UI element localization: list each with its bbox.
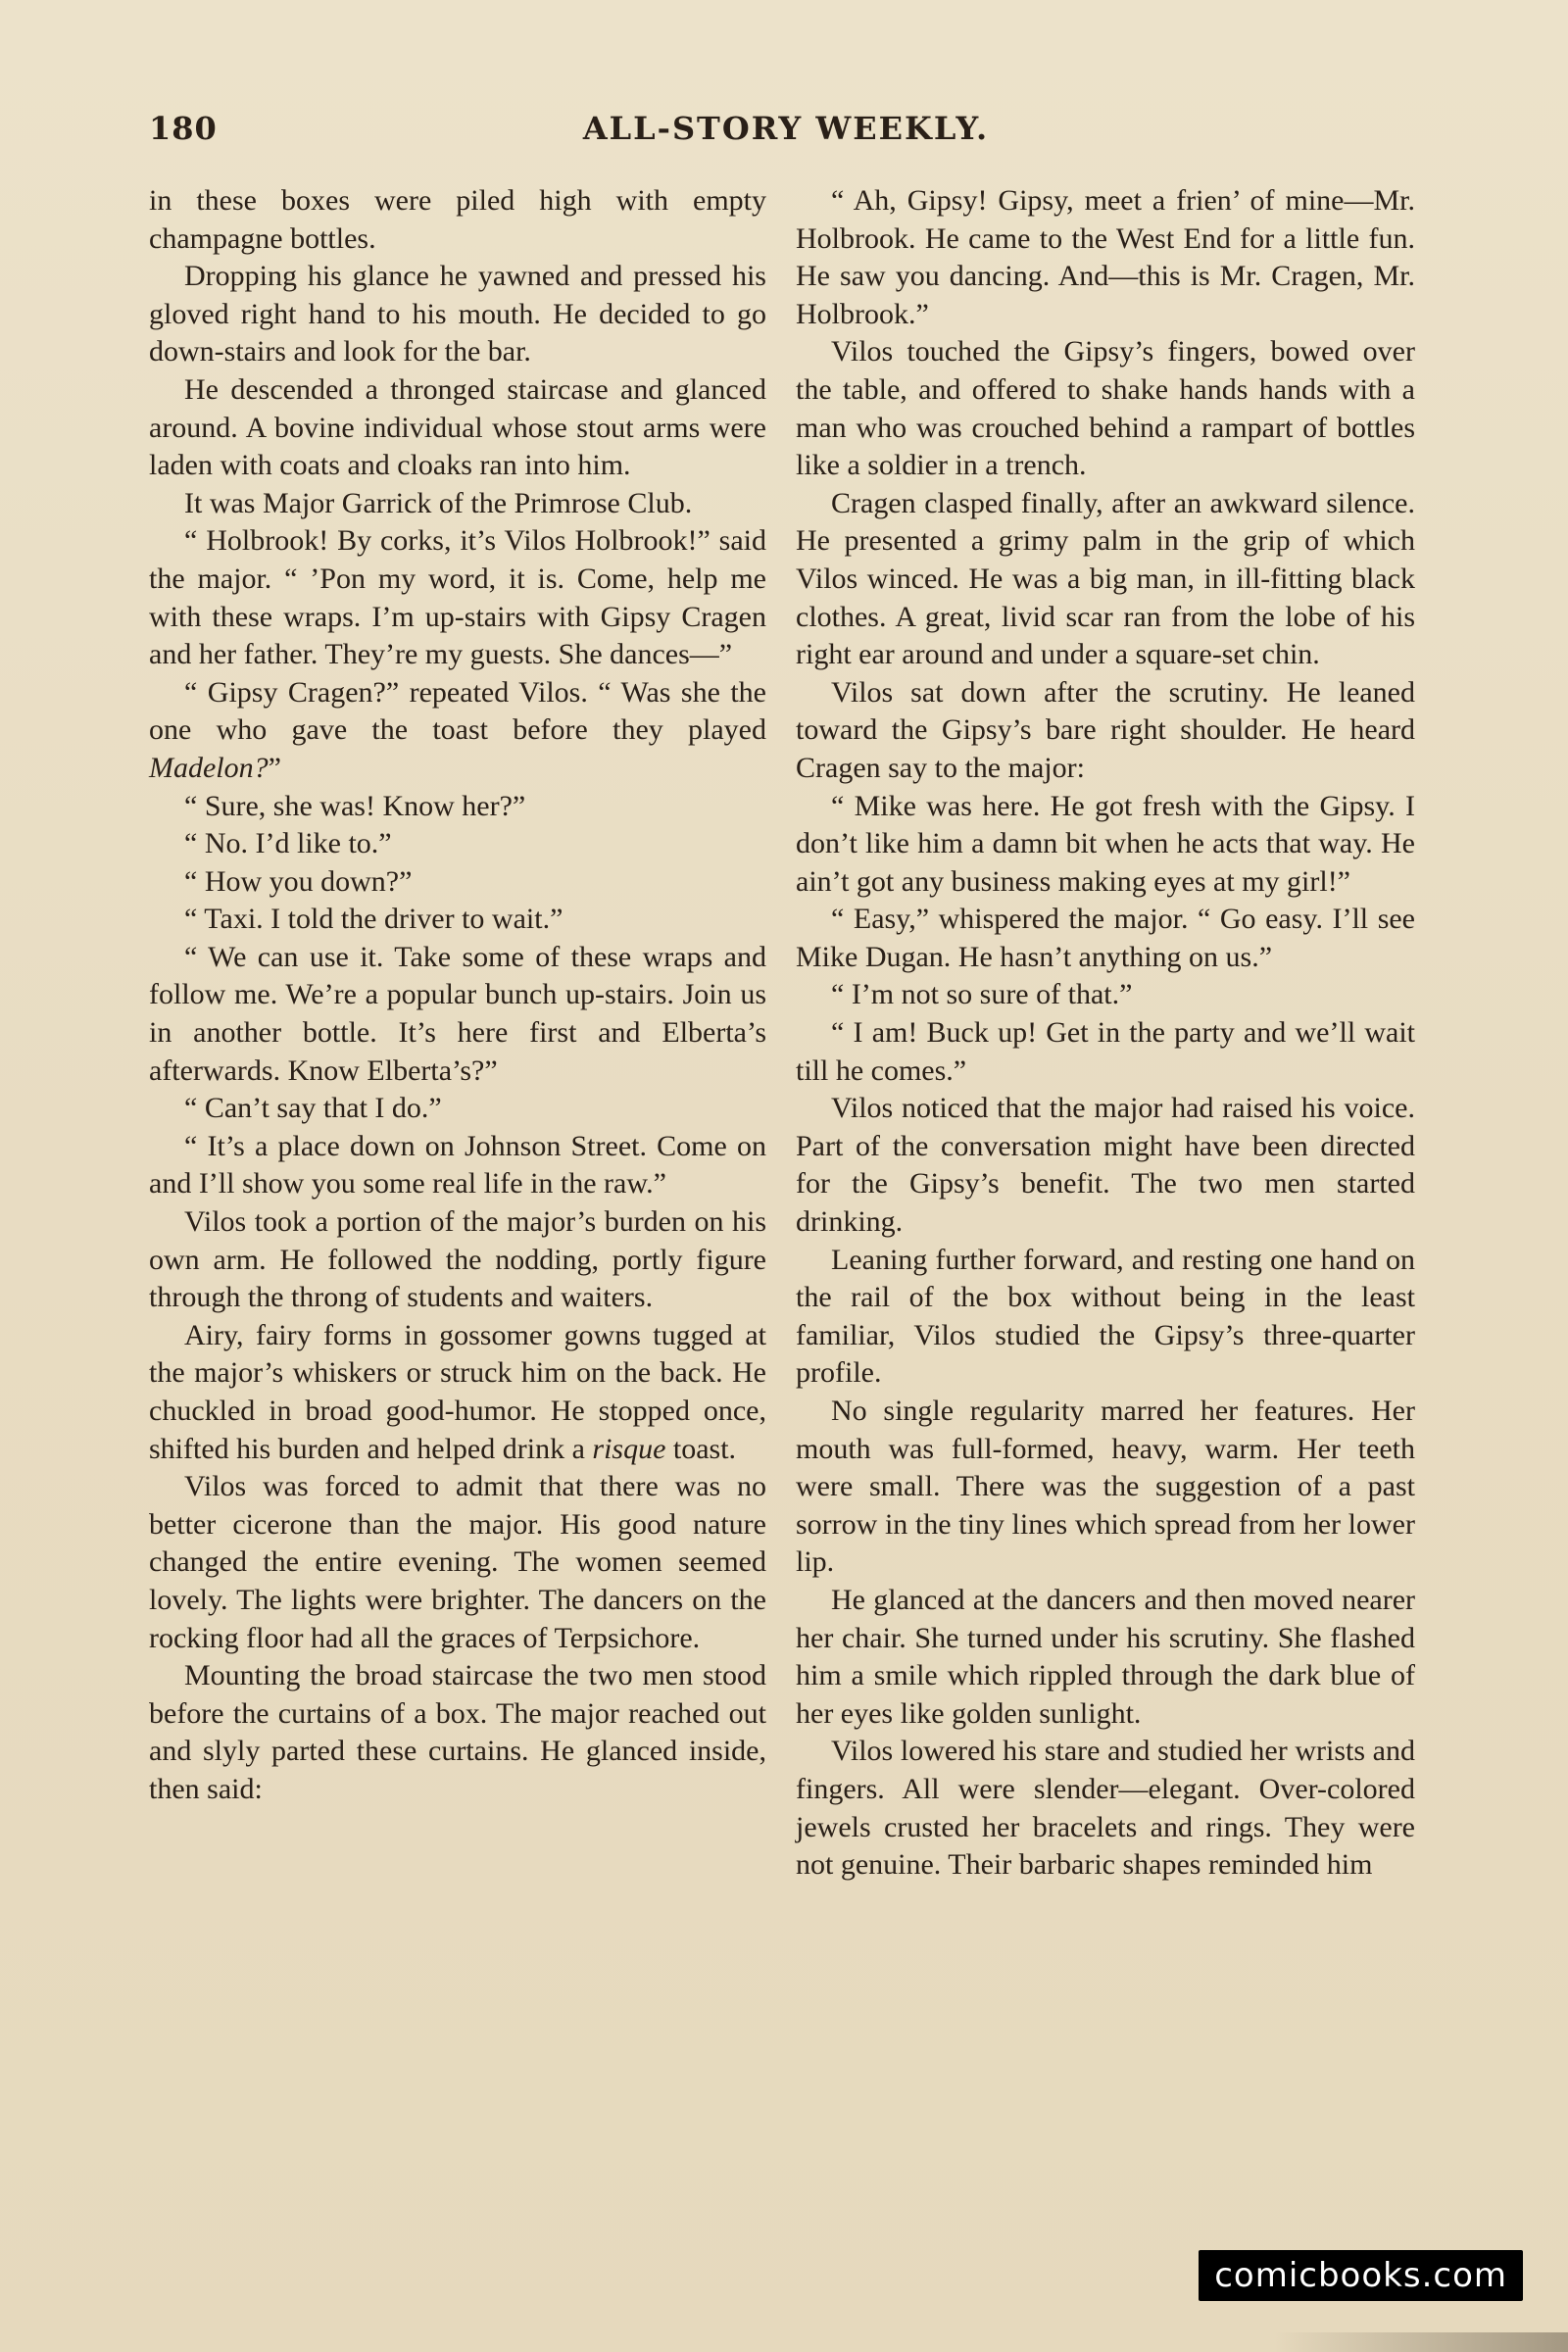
text-run: “ Ah, Gipsy! Gipsy, meet a frien’ of mine—Mr. Holbrook. He came to the West End for a little fun. He saw you dancing. And—this is Mr. Cragen, Mr. Holbrook.”: [796, 184, 1415, 330]
paragraph: [796, 788, 1415, 902]
text-run: “ Holbrook! By corks, it’s Vilos Holbrook!” said the major. “ ’Pon my word, it is. Come, help me with these wraps. I’m up-stairs with Gipsy Cragen and her father. They’re my guests. She dances—”: [149, 524, 766, 671]
text-run: “ I am! Buck up! Get in the party and we’ll wait till he comes.”: [796, 1016, 1415, 1087]
paragraph: [149, 258, 766, 371]
paragraph: [796, 1090, 1415, 1241]
text-run: toast.: [665, 1432, 737, 1465]
paragraph: [149, 1090, 766, 1128]
text-run: Dropping his glance he yawned and pressed his gloved right hand to his mouth. He decided to go down-stairs and look for the bar.: [149, 260, 766, 368]
text-run: “ Easy,” whispered the major. “ Go easy. I’ll see Mike Dugan. He hasn’t anything on us.”: [796, 903, 1415, 973]
text-run: “ No. I’d like to.”: [184, 827, 392, 860]
paragraph: [796, 901, 1415, 976]
italic-text: risque: [592, 1432, 666, 1465]
text-run: ”: [268, 751, 281, 784]
paragraph: [149, 788, 766, 826]
paragraph: [796, 1242, 1415, 1393]
text-run: Cragen clasped finally, after an awkward silence. He presented a grimy palm in the grip of which Vilos winced. He was a big man, in ill-fitting black clothes. A great, livid scar ran from the lobe of his right ear around and under a square-set chin.: [796, 486, 1415, 671]
paragraph: [149, 522, 766, 673]
left-column: [149, 182, 766, 1809]
text-run: “ Mike was here. He got fresh with the Gipsy. I don’t like him a damn bit when he acts that way. He ain’t got any business making eyes at my girl!”: [796, 789, 1415, 898]
paragraph: [149, 182, 766, 258]
text-run: Vilos took a portion of the major’s burden on his own arm. He followed the nodding, portly figure through the throng of students and waiters.: [149, 1205, 766, 1314]
site-watermark: comicbooks.com: [1199, 2250, 1523, 2301]
page-edge-shadow: [1274, 2332, 1568, 2352]
page-header: [149, 110, 1423, 159]
text-run: “ How you down?”: [184, 864, 413, 898]
page-number: 180: [149, 110, 218, 147]
right-column: [796, 182, 1415, 1885]
paragraph: [149, 485, 766, 523]
text-run: “ Can’t say that I do.”: [184, 1092, 442, 1125]
paragraph: [149, 863, 766, 902]
paragraph: [149, 1468, 766, 1657]
text-run: Leaning further forward, and resting one hand on the rail of the box without being in the least familiar, Vilos studied the Gipsy’s three-quarter profile.: [796, 1243, 1415, 1390]
text-run: Vilos was forced to admit that there was no better cicerone than the major. His good nature changed the entire evening. The women seemed lovely. The lights were brighter. The dancers on the rocking floor had all the graces of Terpsichore.: [149, 1470, 766, 1654]
paragraph: [796, 1582, 1415, 1733]
text-run: “ It’s a place down on Johnson Street. Come on and I’ll show you some real life in the raw.”: [149, 1129, 766, 1200]
text-run: Airy, fairy forms in gossomer gowns tugged at the major’s whiskers or struck him on the back. He chuckled in broad good-humor. He stopped once, shifted his burden and helped drink a: [149, 1318, 766, 1465]
text-run: “ I’m not so sure of that.”: [831, 978, 1133, 1011]
text-run: Vilos noticed that the major had raised his voice. Part of the conversation might have been directed for the Gipsy’s benefit. The two men started drinking.: [796, 1092, 1415, 1239]
text-run: “ Gipsy Cragen?” repeated Vilos. “ Was she the one who gave the toast before they played: [149, 675, 766, 747]
paragraph: [149, 1657, 766, 1808]
italic-text: Madelon?: [149, 751, 269, 784]
text-run: He glanced at the dancers and then moved nearer her chair. She turned under his scrutiny. She flashed him a smile which rippled through the dark blue of her eyes like golden sunlight.: [796, 1583, 1415, 1730]
paragraph: [796, 674, 1415, 788]
text-run: Vilos touched the Gipsy’s fingers, bowed over the table, and offered to shake hands hands with a man who was crouched behind a rampart of bottles like a soldier in a trench.: [796, 335, 1415, 482]
paragraph: [796, 182, 1415, 333]
text-run: He descended a thronged staircase and glanced around. A bovine individual whose stout arms were laden with coats and cloaks ran into him.: [149, 372, 766, 482]
paragraph: [796, 976, 1415, 1014]
running-title: ALL-STORY WEEKLY.: [582, 110, 990, 147]
text-run: Mounting the broad staircase the two men stood before the curtains of a box. The major reached out and slyly parted these curtains. He glanced inside, then said:: [149, 1659, 766, 1805]
paragraph: [149, 1203, 766, 1317]
paragraph: [796, 485, 1415, 674]
text-run: Vilos sat down after the scrutiny. He leaned toward the Gipsy’s bare right shoulder. He heard Cragen say to the major:: [796, 675, 1415, 784]
paragraph: [149, 825, 766, 863]
paragraph: [796, 1014, 1415, 1090]
paragraph: [796, 1393, 1415, 1582]
paragraph: [796, 1733, 1415, 1884]
text-run: “ We can use it. Take some of these wraps and follow me. We’re a popular bunch up-stairs. Join us in another bottle. It’s here first and Elberta’s afterwards. Know Elberta’s?”: [149, 940, 766, 1087]
text-run: “ Taxi. I told the driver to wait.”: [184, 903, 564, 936]
paragraph: [149, 371, 766, 485]
text-run: in these boxes were piled high with empty champagne bottles.: [149, 184, 766, 255]
text-run: It was Major Garrick of the Primrose Club.: [184, 486, 693, 519]
text-run: “ Sure, she was! Know her?”: [184, 789, 526, 822]
paragraph: [149, 674, 766, 788]
text-run: No single regularity marred her features. Her mouth was full-formed, heavy, warm. Her teeth were small. There was the suggestion of a past sorrow in the tiny lines which spread from her lower lip.: [796, 1395, 1415, 1579]
paragraph: [149, 901, 766, 939]
text-run: Vilos lowered his stare and studied her wrists and fingers. All were slender—elegant. Over-colored jewels crusted her bracelets and rings. They were not genuine. Their barbaric shapes reminded him: [796, 1735, 1415, 1882]
paragraph: [149, 939, 766, 1090]
paragraph: [149, 1128, 766, 1203]
paragraph: [149, 1317, 766, 1468]
paragraph: [796, 333, 1415, 484]
